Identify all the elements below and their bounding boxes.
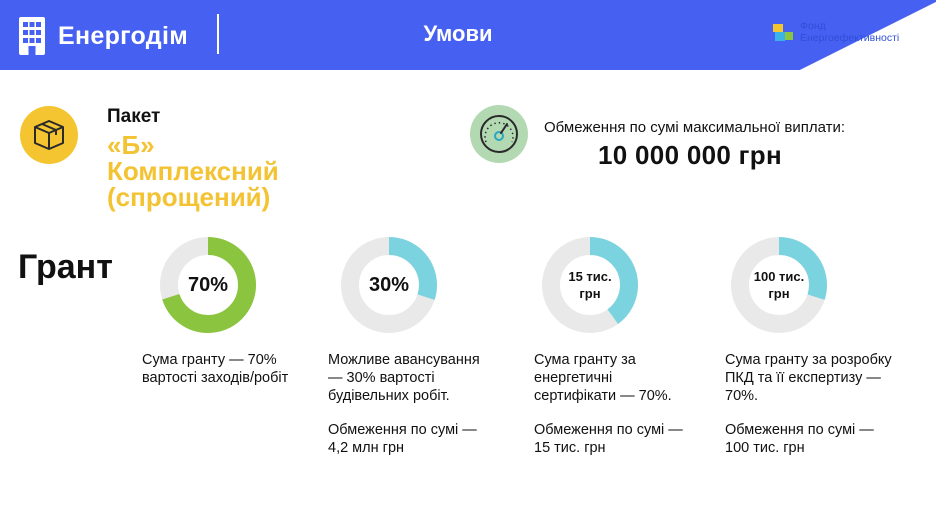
grant-donut-3 <box>541 236 639 334</box>
donut-label: 15 тис. грн <box>568 269 612 301</box>
grant-description-4 <box>725 351 895 473</box>
grant-donut-2 <box>340 236 438 334</box>
description-limit: Обмеження по сумі — 100 тис. грн <box>725 422 874 456</box>
description-limit: Обмеження по сумі — 4,2 млн грн <box>328 422 477 456</box>
grant-description-1 <box>142 351 302 403</box>
fund-logo-icon <box>772 20 796 44</box>
grant-description-3 <box>534 351 694 473</box>
donut-label: 70% <box>187 273 229 296</box>
grant-title: Грант <box>18 248 113 286</box>
description-text: Сума гранту за розробку ПКД та її експертизу — 70%. <box>725 352 892 404</box>
grant-donut-1 <box>159 236 257 334</box>
description-text: Можливе авансування — 30% вартості будівельних робіт. <box>328 352 480 404</box>
description-text: Сума гранту — 70% вартості заходів/робіт <box>142 352 289 386</box>
fund-logo <box>772 20 899 44</box>
package-name: «Б» Комплексний (спрощений) <box>107 130 279 212</box>
brand <box>18 16 188 56</box>
fund-logo-text: Фонд Енергоефективності <box>800 20 900 44</box>
page-title: Умови <box>423 21 493 46</box>
header-bar <box>0 0 936 70</box>
description-text: Сума гранту за енергетичні сертифікати — 70%. <box>534 352 672 404</box>
header-divider <box>217 14 219 54</box>
donut-label: 100 тис. грн <box>753 269 805 301</box>
limit-label: Обмеження по сумі максимальної виплати: <box>544 119 846 136</box>
grant-donut-4 <box>730 236 828 334</box>
package-label: Пакет <box>107 106 161 127</box>
grant-description-2 <box>328 351 498 473</box>
box-icon <box>20 106 78 164</box>
brand-name: Енергодім <box>58 21 188 50</box>
description-limit: Обмеження по сумі — 15 тис. грн <box>534 422 683 456</box>
donut-label: 30% <box>368 273 410 296</box>
gauge-icon <box>470 105 528 163</box>
limit-value: 10 000 000 грн <box>598 140 782 170</box>
building-icon <box>18 16 46 56</box>
